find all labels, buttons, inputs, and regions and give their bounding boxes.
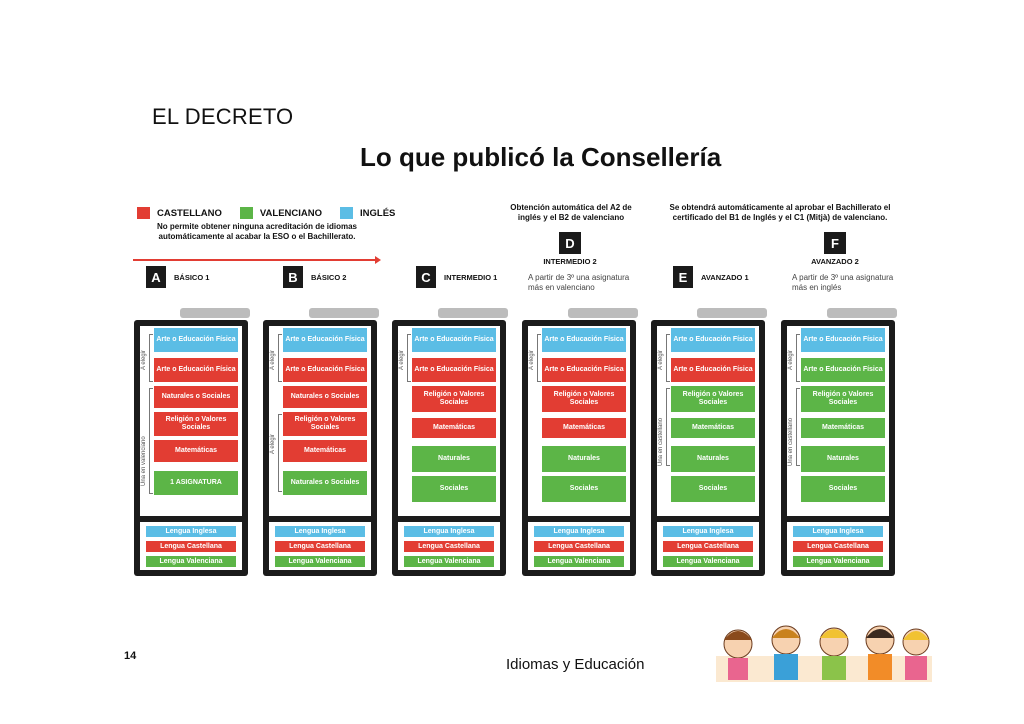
subject-box: Matemáticas: [801, 418, 885, 438]
battery-body: [781, 320, 895, 576]
choice-bracket: [407, 334, 411, 382]
battery-cap: [697, 308, 767, 318]
language-bar: Lengua Castellana: [275, 541, 365, 552]
subject-box: Naturales: [542, 446, 626, 472]
level-column-e: [651, 308, 765, 576]
subject-box: Sociales: [671, 476, 755, 502]
level-letter: D: [559, 232, 581, 254]
level-letter: F: [824, 232, 846, 254]
level-letter: C: [416, 266, 436, 288]
legend-swatch: [240, 207, 253, 219]
languages-panel: [528, 522, 630, 570]
level-a: [146, 266, 209, 288]
subject-box: Sociales: [801, 476, 885, 502]
legend-item-castellano: [137, 207, 222, 219]
level-name: INTERMEDIO 2: [543, 257, 597, 266]
level-f-description: A partir de 3º una asignatura más en inglés: [792, 273, 894, 292]
subjects-panel: [528, 326, 630, 516]
level-d: [530, 232, 610, 266]
subject-box: Arte o Educación Física: [671, 328, 755, 352]
subject-box: Arte o Educación Física: [542, 358, 626, 382]
language-bar: Lengua Valenciana: [146, 556, 236, 567]
choice-bracket: [278, 414, 282, 492]
choice-bracket: [666, 388, 670, 466]
language-bar: Lengua Valenciana: [534, 556, 624, 567]
level-e: [673, 266, 749, 288]
choice-bracket: [796, 388, 800, 466]
subjects-panel: [657, 326, 759, 516]
languages-panel: [140, 522, 242, 570]
battery-cap: [309, 308, 379, 318]
language-bar: Lengua Inglesa: [146, 526, 236, 537]
choice-bracket: [537, 334, 541, 382]
footer-text: Idiomas y Educación: [506, 656, 645, 673]
legend: [137, 207, 395, 219]
battery-cap: [438, 308, 508, 318]
subject-box: Arte o Educación Física: [154, 328, 238, 352]
language-bar: Lengua Castellana: [146, 541, 236, 552]
battery-body: [263, 320, 377, 576]
subjects-panel: [269, 326, 371, 516]
subject-box: Religión o Valores Sociales: [412, 386, 496, 412]
subject-box: Naturales: [412, 446, 496, 472]
legend-label: CASTELLANO: [157, 207, 222, 219]
side-label-a-elegir: A elegir: [141, 349, 147, 370]
side-label-a-elegir: A elegir: [399, 349, 405, 370]
legend-swatch: [137, 207, 150, 219]
subject-box: Arte o Educación Física: [283, 358, 367, 382]
subject-box: Naturales: [801, 446, 885, 472]
subject-box: Matemáticas: [283, 440, 367, 462]
level-c: [416, 266, 497, 288]
level-b: [283, 266, 346, 288]
level-letter: E: [673, 266, 693, 288]
battery-body: [134, 320, 248, 576]
subject-box: Arte o Educación Física: [412, 328, 496, 352]
level-letter: A: [146, 266, 166, 288]
choice-bracket: [149, 388, 153, 494]
level-name: AVANZADO 1: [701, 272, 749, 282]
battery-cap: [568, 308, 638, 318]
language-bar: Lengua Inglesa: [275, 526, 365, 537]
battery-cap: [827, 308, 897, 318]
languages-panel: [269, 522, 371, 570]
side-label-a-elegir: A elegir: [658, 349, 664, 370]
page-number: 14: [124, 650, 137, 662]
side-label-a-elegir: A elegir: [270, 433, 276, 454]
choice-bracket: [796, 334, 800, 382]
language-bar: Lengua Inglesa: [663, 526, 753, 537]
level-name: AVANZADO 2: [811, 257, 859, 266]
side-label-a-elegir: A elegir: [788, 349, 794, 370]
subject-box: Matemáticas: [154, 440, 238, 462]
language-bar: Lengua Valenciana: [275, 556, 365, 567]
level-name: INTERMEDIO 1: [444, 272, 498, 282]
subject-box: Matemáticas: [671, 418, 755, 438]
side-label-una-castellano: Una en castellano: [658, 417, 664, 466]
languages-panel: [787, 522, 889, 570]
choice-bracket: [666, 334, 670, 382]
side-label-una-castellano: Una en castellano: [788, 417, 794, 466]
subject-box: Matemáticas: [542, 418, 626, 438]
legend-label: VALENCIANO: [259, 207, 323, 219]
choice-bracket: [278, 334, 282, 382]
subject-box: Matemáticas: [412, 418, 496, 438]
note-automatic-a2: Obtención automática del A2 de inglés y el B2 de valenciano: [510, 203, 632, 222]
languages-panel: [657, 522, 759, 570]
subject-box: 1 ASIGNATURA: [154, 471, 238, 495]
side-label-a-elegir: A elegir: [270, 349, 276, 370]
language-bar: Lengua Valenciana: [404, 556, 494, 567]
children-illustration: [716, 616, 932, 682]
battery-cap: [180, 308, 250, 318]
subject-box: Naturales: [671, 446, 755, 472]
language-bar: Lengua Inglesa: [534, 526, 624, 537]
language-bar: Lengua Inglesa: [404, 526, 494, 537]
subject-box: Arte o Educación Física: [412, 358, 496, 382]
subject-box: Arte o Educación Física: [801, 358, 885, 382]
subject-box: Religión o Valores Sociales: [542, 386, 626, 412]
side-label-una-valenciano: Una en valenciano: [141, 436, 147, 486]
subject-box: Naturales o Sociales: [154, 386, 238, 408]
subject-box: Arte o Educación Física: [283, 328, 367, 352]
level-column-c: [392, 308, 506, 576]
legend-item-valenciano: [240, 207, 322, 219]
languages-panel: [398, 522, 500, 570]
legend-item-ingles: [340, 207, 395, 219]
level-d-description: A partir de 3º una asignatura más en valenciano: [528, 273, 630, 292]
side-label-a-elegir: A elegir: [529, 349, 535, 370]
language-bar: Lengua Valenciana: [793, 556, 883, 567]
legend-label: INGLÉS: [360, 207, 396, 219]
language-bar: Lengua Inglesa: [793, 526, 883, 537]
subject-box: Sociales: [542, 476, 626, 502]
subject-box: Arte o Educación Física: [154, 358, 238, 382]
language-bar: Lengua Castellana: [534, 541, 624, 552]
level-column-d: [522, 308, 636, 576]
level-column-f: [781, 308, 895, 576]
subjects-panel: [140, 326, 242, 516]
battery-body: [392, 320, 506, 576]
subject-box: Religión o Valores Sociales: [154, 412, 238, 436]
level-column-b: [263, 308, 377, 576]
subjects-panel: [398, 326, 500, 516]
level-letter: B: [283, 266, 303, 288]
subject-box: Religión o Valores Sociales: [283, 412, 367, 436]
level-name: BÁSICO 2: [311, 272, 347, 282]
note-automatic-b1: Se obtendrá automáticamente al aprobar el Bachillerato el certificado del B1 de Inglés y el C1 (Mitjà) de valenciano.: [669, 203, 891, 222]
language-bar: Lengua Castellana: [663, 541, 753, 552]
battery-body: [522, 320, 636, 576]
subject-box: Arte o Educación Física: [542, 328, 626, 352]
level-column-a: [134, 308, 248, 576]
battery-body: [651, 320, 765, 576]
language-bar: Lengua Castellana: [793, 541, 883, 552]
subject-box: Naturales o Sociales: [283, 386, 367, 408]
subjects-panel: [787, 326, 889, 516]
red-arrow: [133, 259, 379, 261]
language-bar: Lengua Castellana: [404, 541, 494, 552]
subject-box: Arte o Educación Física: [671, 358, 755, 382]
level-name: BÁSICO 1: [174, 272, 210, 282]
level-f: [795, 232, 875, 266]
subject-box: Arte o Educación Física: [801, 328, 885, 352]
subject-box: Religión o Valores Sociales: [801, 386, 885, 412]
note-no-accreditation: No permite obtener ninguna acreditación de idiomas automáticamente al acabar la ESO o el Bachillerato.: [156, 222, 358, 241]
language-bar: Lengua Valenciana: [663, 556, 753, 567]
subject-box: Religión o Valores Sociales: [671, 386, 755, 412]
page-title: Lo que publicó la Consellería: [360, 142, 722, 172]
legend-swatch: [340, 207, 353, 219]
subject-box: Sociales: [412, 476, 496, 502]
section-heading: EL DECRETO: [152, 104, 294, 129]
subject-box: Naturales o Sociales: [283, 471, 367, 495]
choice-bracket: [149, 334, 153, 382]
